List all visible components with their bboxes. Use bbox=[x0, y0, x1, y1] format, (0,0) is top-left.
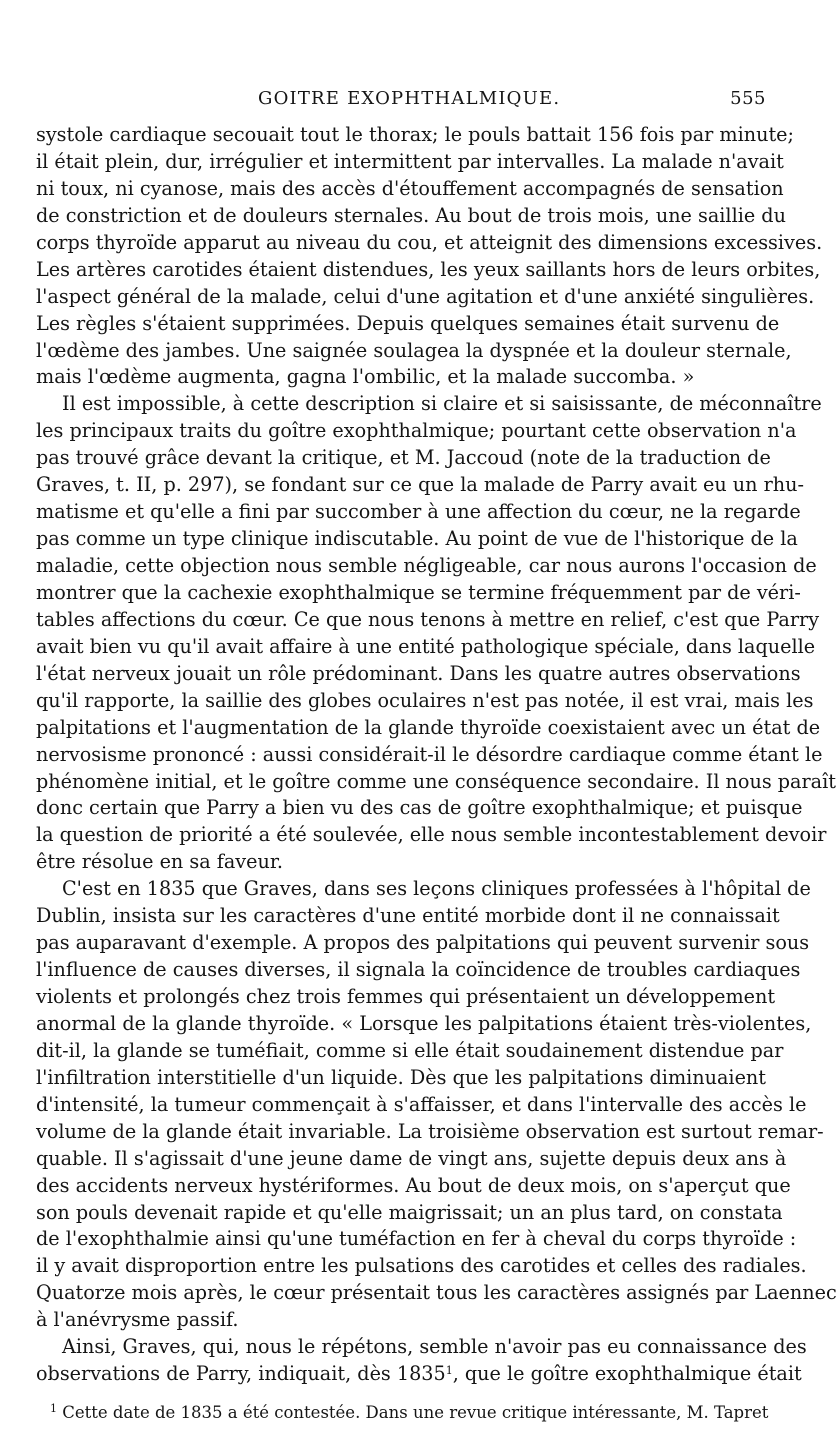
text-line: des accidents nerveux hystériformes. Au bout de deux mois, on s'aperçut que bbox=[36, 1173, 791, 1197]
text-line: avait bien vu qu'il avait affaire à une entité pathologique spéciale, dans laquelle bbox=[36, 634, 816, 658]
text-line: il y avait disproportion entre les pulsations des carotides et celles des radiales. bbox=[36, 1254, 807, 1278]
text-line: l'aspect général de la malade, celui d'une agitation et d'une anxiété singulières. bbox=[36, 284, 815, 308]
text-line: Les règles s'étaient supprimées. Depuis quelques semaines était survenu de bbox=[36, 311, 780, 335]
text-line: violents et prolongés chez trois femmes qui présentaient un développement bbox=[36, 985, 776, 1008]
text-line: donc certain que Parry a bien vu des cas de goître exophthalmique; et puisque bbox=[36, 796, 803, 820]
paragraph-start-line: Ainsi, Graves, qui, nous le répétons, semble n'avoir pas eu connaissance des bbox=[62, 1335, 807, 1359]
text-line: phénomène initial, et le goître comme une conséquence secondaire. Il nous paraît bbox=[36, 769, 836, 793]
footnote-marker: 1 bbox=[50, 1402, 57, 1415]
text-line: les principaux traits du goître exophthalmique; pourtant cette observation n'a bbox=[36, 419, 797, 443]
text-line: matisme et qu'elle a fini par succomber à une affection du cœur, ne la regarde bbox=[36, 500, 801, 524]
text-line: Dublin, insista sur les caractères d'une entité morbide dont il ne connaissait bbox=[36, 904, 780, 928]
text-line: tables affections du cœur. Ce que nous tenons à mettre en relief, c'est que Parry bbox=[36, 607, 820, 631]
text-line: nervosisme prononcé : aussi considérait-il le désordre cardiaque comme étant le bbox=[36, 742, 823, 766]
text-line: pas comme un type clinique indiscutable. Au point de vue de l'historique de la bbox=[36, 527, 798, 551]
text-line: quable. Il s'agissait d'une jeune dame de vingt ans, sujette depuis deux ans à bbox=[36, 1146, 787, 1170]
body-text bbox=[36, 122, 837, 1388]
footnote-text: Cette date de 1835 a été contestée. Dans une revue critique intéressante, M. Tapret bbox=[62, 1403, 769, 1422]
text-line: à l'anévrysme passif. bbox=[36, 1308, 239, 1332]
text-line: anormal de la glande thyroïde. « Lorsque les palpitations étaient très-violentes, bbox=[36, 1011, 812, 1035]
text-fragment: observations de Parry, indiquait, dès 1835 bbox=[36, 1362, 446, 1386]
text-line: ni toux, ni cyanose, mais des accès d'étouffement accompagnés de sensation bbox=[36, 176, 784, 200]
footnote-reference: 1 bbox=[445, 1364, 453, 1378]
text-line: l'influence de causes diverses, il signala la coïncidence de troubles cardiaques bbox=[36, 958, 801, 982]
text-line: dit-il, la glande se tuméfiait, comme si elle était soudainement distendue par bbox=[36, 1038, 784, 1062]
text-line: de l'exophthalmie ainsi qu'une tuméfaction en fer à cheval du corps thyroïde : bbox=[36, 1227, 797, 1251]
text-line: maladie, cette objection nous semble négligeable, car nous aurons l'occasion de bbox=[36, 554, 817, 577]
text-line: l'état nerveux jouait un rôle prédominant. Dans les quatre autres observations bbox=[36, 661, 801, 685]
text-line: qu'il rapporte, la saillie des globes oculaires n'est pas notée, il est vrai, mais les bbox=[36, 688, 814, 712]
text-line: systole cardiaque secouait tout le thorax; le pouls battait 156 fois par minute; bbox=[36, 123, 794, 146]
text-line: palpitations et l'augmentation de la glande thyroïde coexistaient avec un état de bbox=[36, 715, 821, 739]
text-line: mais l'œdème augmenta, gagna l'ombilic, et la malade succomba. » bbox=[36, 365, 695, 389]
footnote bbox=[36, 1402, 769, 1424]
text-line: d'intensité, la tumeur commençait à s'affaisser, et dans l'intervalle des accès le bbox=[36, 1092, 807, 1116]
text-fragment: , que le goître exophthalmique était bbox=[452, 1362, 802, 1386]
text-line: pas auparavant d'exemple. A propos des palpitations qui peuvent survenir sous bbox=[36, 931, 810, 955]
text-line: Quatorze mois après, le cœur présentait tous les caractères assignés par Laennec bbox=[36, 1281, 837, 1305]
running-title: GOITRE EXOPHTHALMIQUE. bbox=[258, 88, 561, 109]
text-line-with-note bbox=[36, 1361, 802, 1388]
text-line: l'infiltration interstitielle d'un liquide. Dès que les palpitations diminuaient bbox=[36, 1065, 766, 1089]
running-head bbox=[36, 88, 766, 112]
text-line: la question de priorité a été soulevée, elle nous semble incontestablement devoir bbox=[36, 823, 827, 847]
text-line: être résolue en sa faveur. bbox=[36, 850, 284, 874]
text-line: il était plein, dur, irrégulier et intermittent par intervalles. La malade n'avait bbox=[36, 149, 784, 173]
text-line: pas trouvé grâce devant la critique, et M. Jaccoud (note de la traduction de bbox=[36, 446, 771, 470]
paragraph-start-line: C'est en 1835 que Graves, dans ses leçons cliniques professées à l'hôpital de bbox=[62, 877, 811, 901]
text-line: volume de la glande était invariable. La troisième observation est surtout remar- bbox=[36, 1119, 824, 1143]
text-line: Graves, t. II, p. 297), se fondant sur ce que la malade de Parry avait eu un rhu- bbox=[36, 473, 804, 497]
paragraph-start-line: Il est impossible, à cette description si claire et si saisissante, de méconnaître bbox=[62, 392, 822, 416]
text-line: de constriction et de douleurs sternales. Au bout de trois mois, une saillie du bbox=[36, 203, 786, 227]
text-line: corps thyroïde apparut au niveau du cou, et atteignit des dimensions excessives. bbox=[36, 230, 823, 254]
text-line: son pouls devenait rapide et qu'elle maigrissait; un an plus tard, on constata bbox=[36, 1200, 783, 1224]
text-line: montrer que la cachexie exophthalmique se termine fréquemment par de véri- bbox=[36, 580, 801, 604]
text-line: Les artères carotides étaient distendues, les yeux saillants hors de leurs orbites, bbox=[36, 257, 821, 281]
text-line: l'œdème des jambes. Une saignée soulagea la dyspnée et la douleur sternale, bbox=[36, 338, 792, 362]
page-number: 555 bbox=[730, 88, 766, 109]
